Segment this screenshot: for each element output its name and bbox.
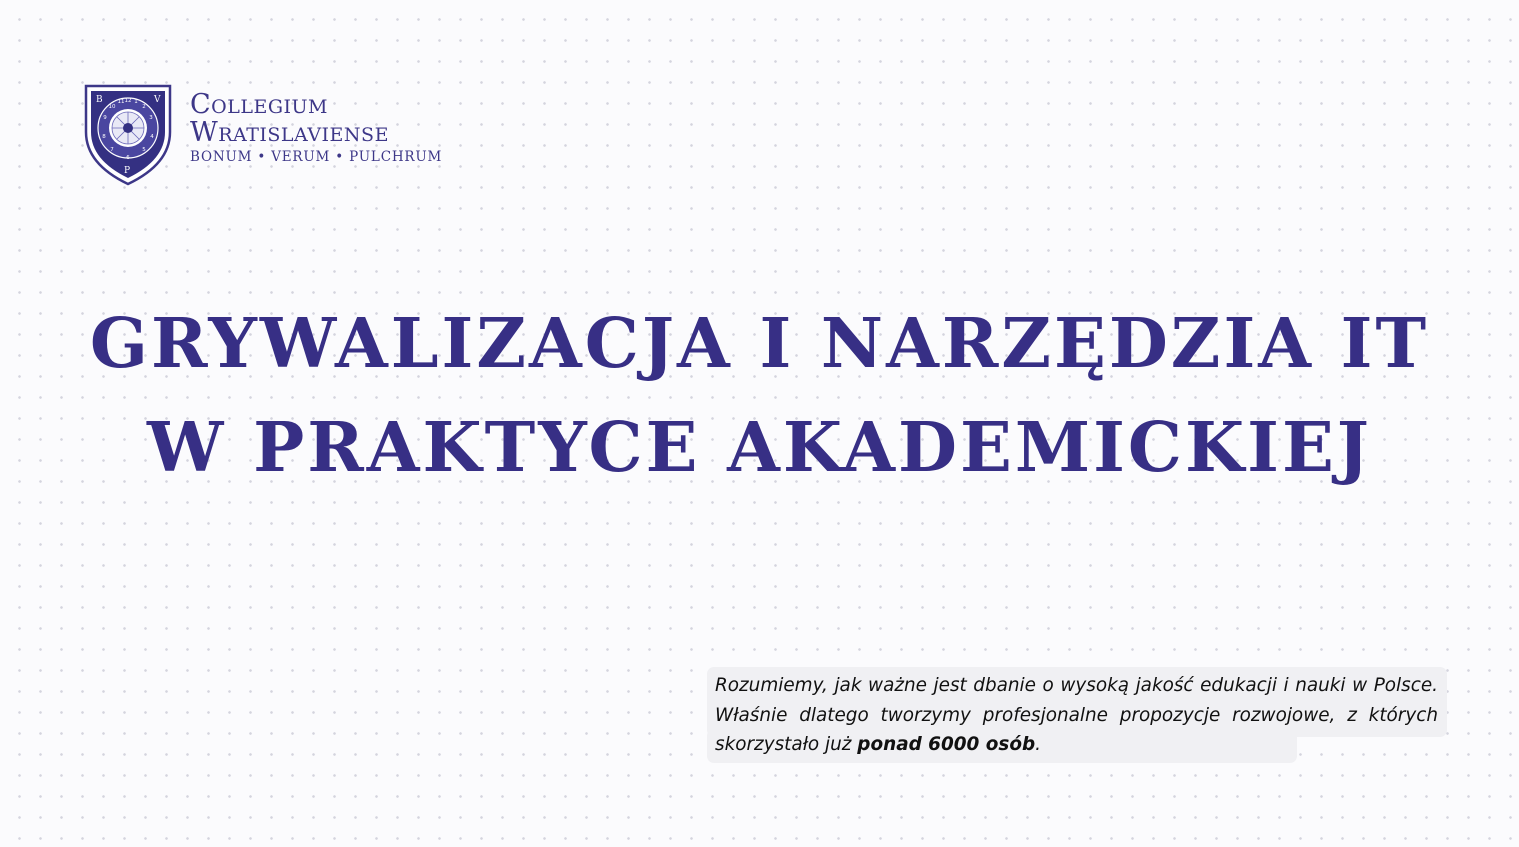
- svg-text:7: 7: [110, 147, 114, 153]
- intro-note: [707, 667, 1447, 763]
- collegium-logo: [82, 80, 442, 186]
- svg-text:9: 9: [103, 115, 107, 121]
- page-title: [0, 292, 1519, 500]
- title-line-2: W PRAKTYCE AKADEMICKIEJ: [147, 408, 1372, 488]
- svg-text:B: B: [96, 95, 103, 105]
- shield-emblem-icon: [82, 80, 174, 186]
- note-text-body: Rozumiemy, jak ważne jest dbanie o wysoką jakość edukacji i nauki w Polsce. Właśnie dlatego tworzymy profesjonalne propozycje rozwojowe, z których skorzystało już: [715, 675, 1438, 755]
- svg-text:11: 11: [117, 99, 125, 105]
- svg-text:10: 10: [108, 104, 116, 110]
- svg-text:1: 1: [134, 99, 138, 105]
- svg-text:5: 5: [142, 147, 146, 153]
- svg-text:3: 3: [149, 115, 153, 121]
- svg-text:12: 12: [124, 98, 132, 104]
- svg-text:8: 8: [102, 134, 106, 140]
- svg-text:4: 4: [150, 134, 154, 140]
- title-line-1: GRYWALIZACJA I NARZĘDZIA IT: [89, 304, 1430, 384]
- logo-name-line2: Wratislaviense: [190, 116, 389, 148]
- note-text-bold: ponad 6000 osób: [857, 734, 1036, 755]
- svg-text:P: P: [124, 166, 131, 176]
- logo-motto: BONUM • VERUM • PULCHRUM: [190, 148, 443, 165]
- note-text: [707, 667, 1447, 760]
- svg-text:2: 2: [142, 104, 146, 110]
- logo-name-line1: Collegium: [190, 88, 328, 120]
- svg-text:6: 6: [126, 155, 130, 161]
- note-text-end: .: [1035, 734, 1041, 755]
- svg-text:V: V: [154, 95, 161, 105]
- logo-wordmark: [190, 88, 443, 166]
